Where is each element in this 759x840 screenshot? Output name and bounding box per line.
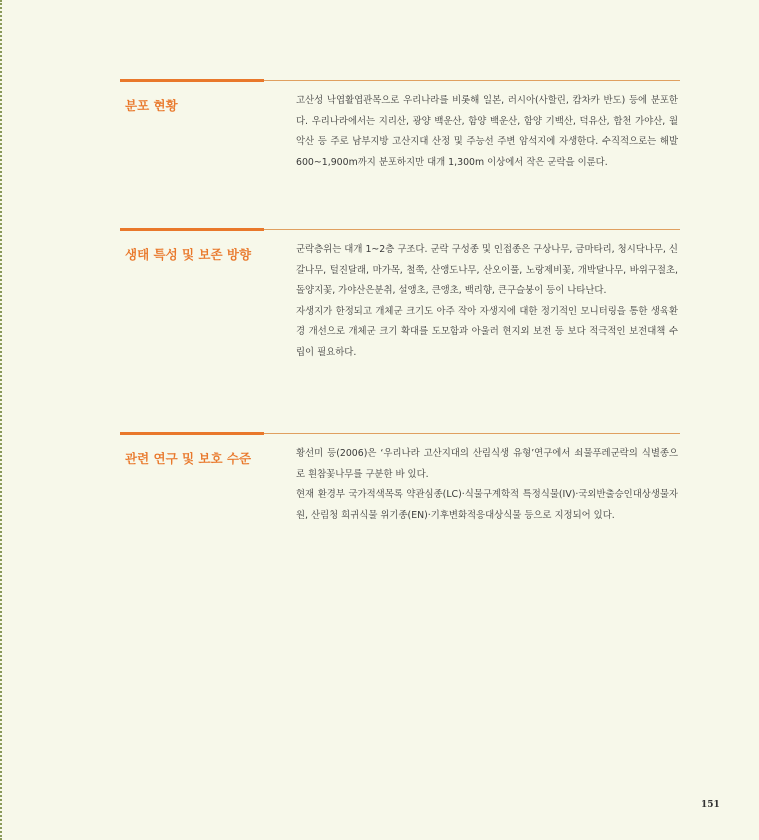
section-rule-accent <box>120 432 264 435</box>
section-body <box>296 91 678 173</box>
section-rule-accent <box>120 228 264 231</box>
paragraph: 황선미 등(2006)은 ‘우리나라 고산지대의 산림식생 유형’연구에서 쇠물푸레군락의 식별종으로 흰참꽃나무를 구분한 바 있다. <box>296 448 678 480</box>
paragraph: 군락층위는 대개 1~2층 구조다. 군락 구성종 및 인접종은 구상나무, 금마타리, 청시닥나무, 신갈나무, 털진달래, 마가목, 철쭉, 산앵도나무, 산오이풀, 노랑제비꽃, 개박달나무, 바위구절초, 돌양지꽃, 가야산은분취, 설앵초, 큰앵초, 백리향, 큰구슬붕이 등이 나타난다. <box>296 244 678 297</box>
section-heading: 분포 현황 <box>125 98 178 113</box>
section-heading: 생태 특성 및 보존 방향 <box>125 247 252 262</box>
page-edge-border <box>0 0 2 840</box>
section-body <box>296 240 678 364</box>
paragraph: 현재 환경부 국가적색목록 약관심종(LC)·식물구계학적 특정식물(IV)·국외반출승인대상생물자원, 산림청 희귀식물 위기종(EN)·기후변화적응대상식물 등으로 지정되어 있다. <box>296 489 678 521</box>
section-heading: 관련 연구 및 보호 수준 <box>125 451 252 466</box>
section-rule-accent <box>120 79 264 82</box>
paragraph: 자생지가 한정되고 개체군 크기도 아주 작아 자생지에 대한 정기적인 모니터링을 통한 생육환경 개선으로 개체군 크기 확대를 도모함과 아울러 현지외 보전 등 보다 적극적인 보전대책 수립이 필요하다. <box>296 305 678 358</box>
paragraph: 고산성 낙엽활엽관목으로 우리나라를 비롯해 일본, 러시아(사할린, 캄차카 반도) 등에 분포한다. 우리나라에서는 지리산, 광양 백운산, 함양 백운산, 함양 기백산, 덕유산, 합천 가야산, 월악산 등 주로 남부지방 고산지대 산정 및 주능선 주변 암석지에 자생한다. 수직적으로는 해발 600~1,900m까지 분포하지만 대개 1,300m 이상에서 작은 군락을 이룬다. <box>296 95 678 168</box>
page-number: 151 <box>701 800 720 810</box>
section-body <box>296 444 678 526</box>
